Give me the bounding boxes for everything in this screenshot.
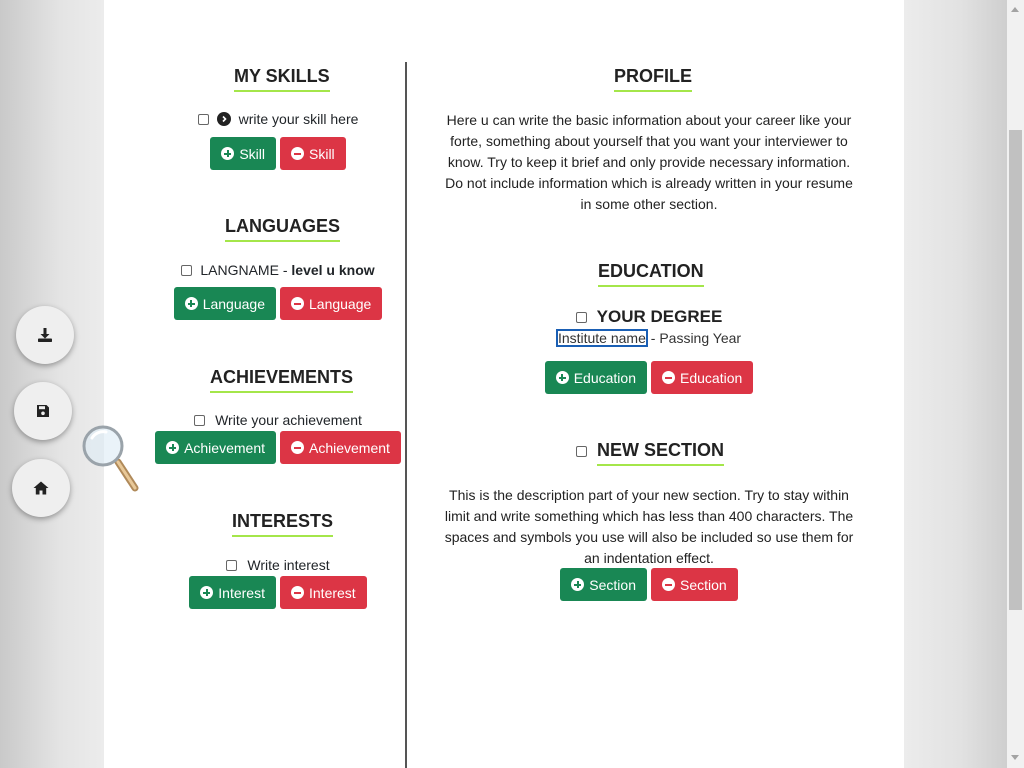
- language-level[interactable]: level u know: [291, 262, 375, 278]
- plus-circle-icon: [556, 371, 569, 384]
- add-interest-button[interactable]: Interest: [189, 576, 276, 609]
- interest-text[interactable]: Write interest: [247, 557, 330, 573]
- add-language-button[interactable]: Language: [174, 287, 276, 320]
- institute-row: [544, 330, 754, 346]
- home-icon: [33, 481, 49, 495]
- minus-circle-icon: [291, 297, 304, 310]
- remove-section-button[interactable]: Section: [651, 568, 738, 601]
- add-skill-button[interactable]: Skill: [210, 137, 276, 170]
- home-button[interactable]: [12, 459, 70, 517]
- scrollbar-thumb[interactable]: [1009, 130, 1022, 610]
- add-achievement-button[interactable]: Achievement: [155, 431, 276, 464]
- language-name[interactable]: LANGNAME: [200, 262, 279, 278]
- remove-skill-button[interactable]: Skill: [280, 137, 346, 170]
- interest-checkbox[interactable]: [226, 560, 237, 571]
- scroll-down-arrow[interactable]: [1011, 755, 1019, 760]
- interest-item: [188, 557, 368, 573]
- achievement-item: [184, 412, 372, 428]
- language-checkbox[interactable]: [181, 265, 192, 276]
- institute-name-field[interactable]: Institute name: [557, 330, 646, 346]
- new-section-header: [570, 440, 730, 466]
- remove-achievement-button[interactable]: Achievement: [280, 431, 401, 464]
- skill-item: [184, 111, 372, 127]
- minus-circle-icon: [662, 371, 675, 384]
- plus-circle-icon: [571, 578, 584, 591]
- resume-page: [104, 0, 904, 768]
- skill-checkbox[interactable]: [198, 114, 209, 125]
- remove-education-button[interactable]: Education: [651, 361, 753, 394]
- add-section-button[interactable]: Section: [560, 568, 647, 601]
- achievement-checkbox[interactable]: [194, 415, 205, 426]
- scroll-up-arrow[interactable]: [1011, 7, 1019, 12]
- skill-text[interactable]: write your skill here: [238, 111, 359, 127]
- plus-circle-icon: [166, 441, 179, 454]
- plus-circle-icon: [200, 586, 213, 599]
- new-section-checkbox[interactable]: [576, 446, 587, 457]
- language-item: LANGNAME - level u know: [178, 262, 378, 278]
- magnifier-icon: [80, 424, 142, 494]
- download-icon: [37, 327, 53, 343]
- language-buttons: [174, 287, 382, 320]
- remove-language-button[interactable]: Language: [280, 287, 382, 320]
- section-buttons: [544, 568, 754, 601]
- achievements-heading: ACHIEVEMENTS: [210, 367, 353, 393]
- education-buttons: [534, 361, 764, 394]
- download-button[interactable]: [16, 306, 74, 364]
- education-heading: EDUCATION: [598, 261, 704, 287]
- achievement-text[interactable]: Write your achievement: [215, 412, 362, 428]
- degree-checkbox[interactable]: [576, 312, 587, 323]
- degree-row: [574, 307, 724, 327]
- column-divider: [405, 62, 407, 768]
- plus-circle-icon: [185, 297, 198, 310]
- degree-title[interactable]: YOUR DEGREE: [596, 307, 723, 326]
- minus-circle-icon: [291, 147, 304, 160]
- interest-buttons: [184, 576, 372, 609]
- add-education-button[interactable]: Education: [545, 361, 647, 394]
- minus-circle-icon: [662, 578, 675, 591]
- interests-heading: INTERESTS: [232, 511, 333, 537]
- save-icon: [36, 404, 50, 418]
- new-section-text[interactable]: This is the description part of your new section. Try to stay within limit and write something which has less than 400 characters. The spaces and symbols you use will also be included so use them for an indentation effect.: [444, 487, 854, 566]
- plus-circle-icon: [221, 147, 234, 160]
- passing-year[interactable]: - Passing Year: [646, 330, 742, 346]
- languages-heading: LANGUAGES: [225, 216, 340, 242]
- profile-heading: PROFILE: [614, 66, 692, 92]
- skills-heading: MY SKILLS: [234, 66, 330, 92]
- minus-circle-icon: [291, 441, 304, 454]
- achievement-buttons: [154, 431, 402, 464]
- remove-interest-button[interactable]: Interest: [280, 576, 367, 609]
- skill-buttons: [178, 137, 378, 170]
- chevron-right-icon: [217, 112, 231, 126]
- profile-text[interactable]: Here u can write the basic information about your career like your forte, something about yourself that you want your interviewer to know. Try to keep it brief and only provide necessary information. Do not include information which is already written in your resume in some other section.: [445, 112, 853, 212]
- minus-circle-icon: [291, 586, 304, 599]
- new-section-heading[interactable]: NEW SECTION: [597, 440, 724, 466]
- save-button[interactable]: [14, 382, 72, 440]
